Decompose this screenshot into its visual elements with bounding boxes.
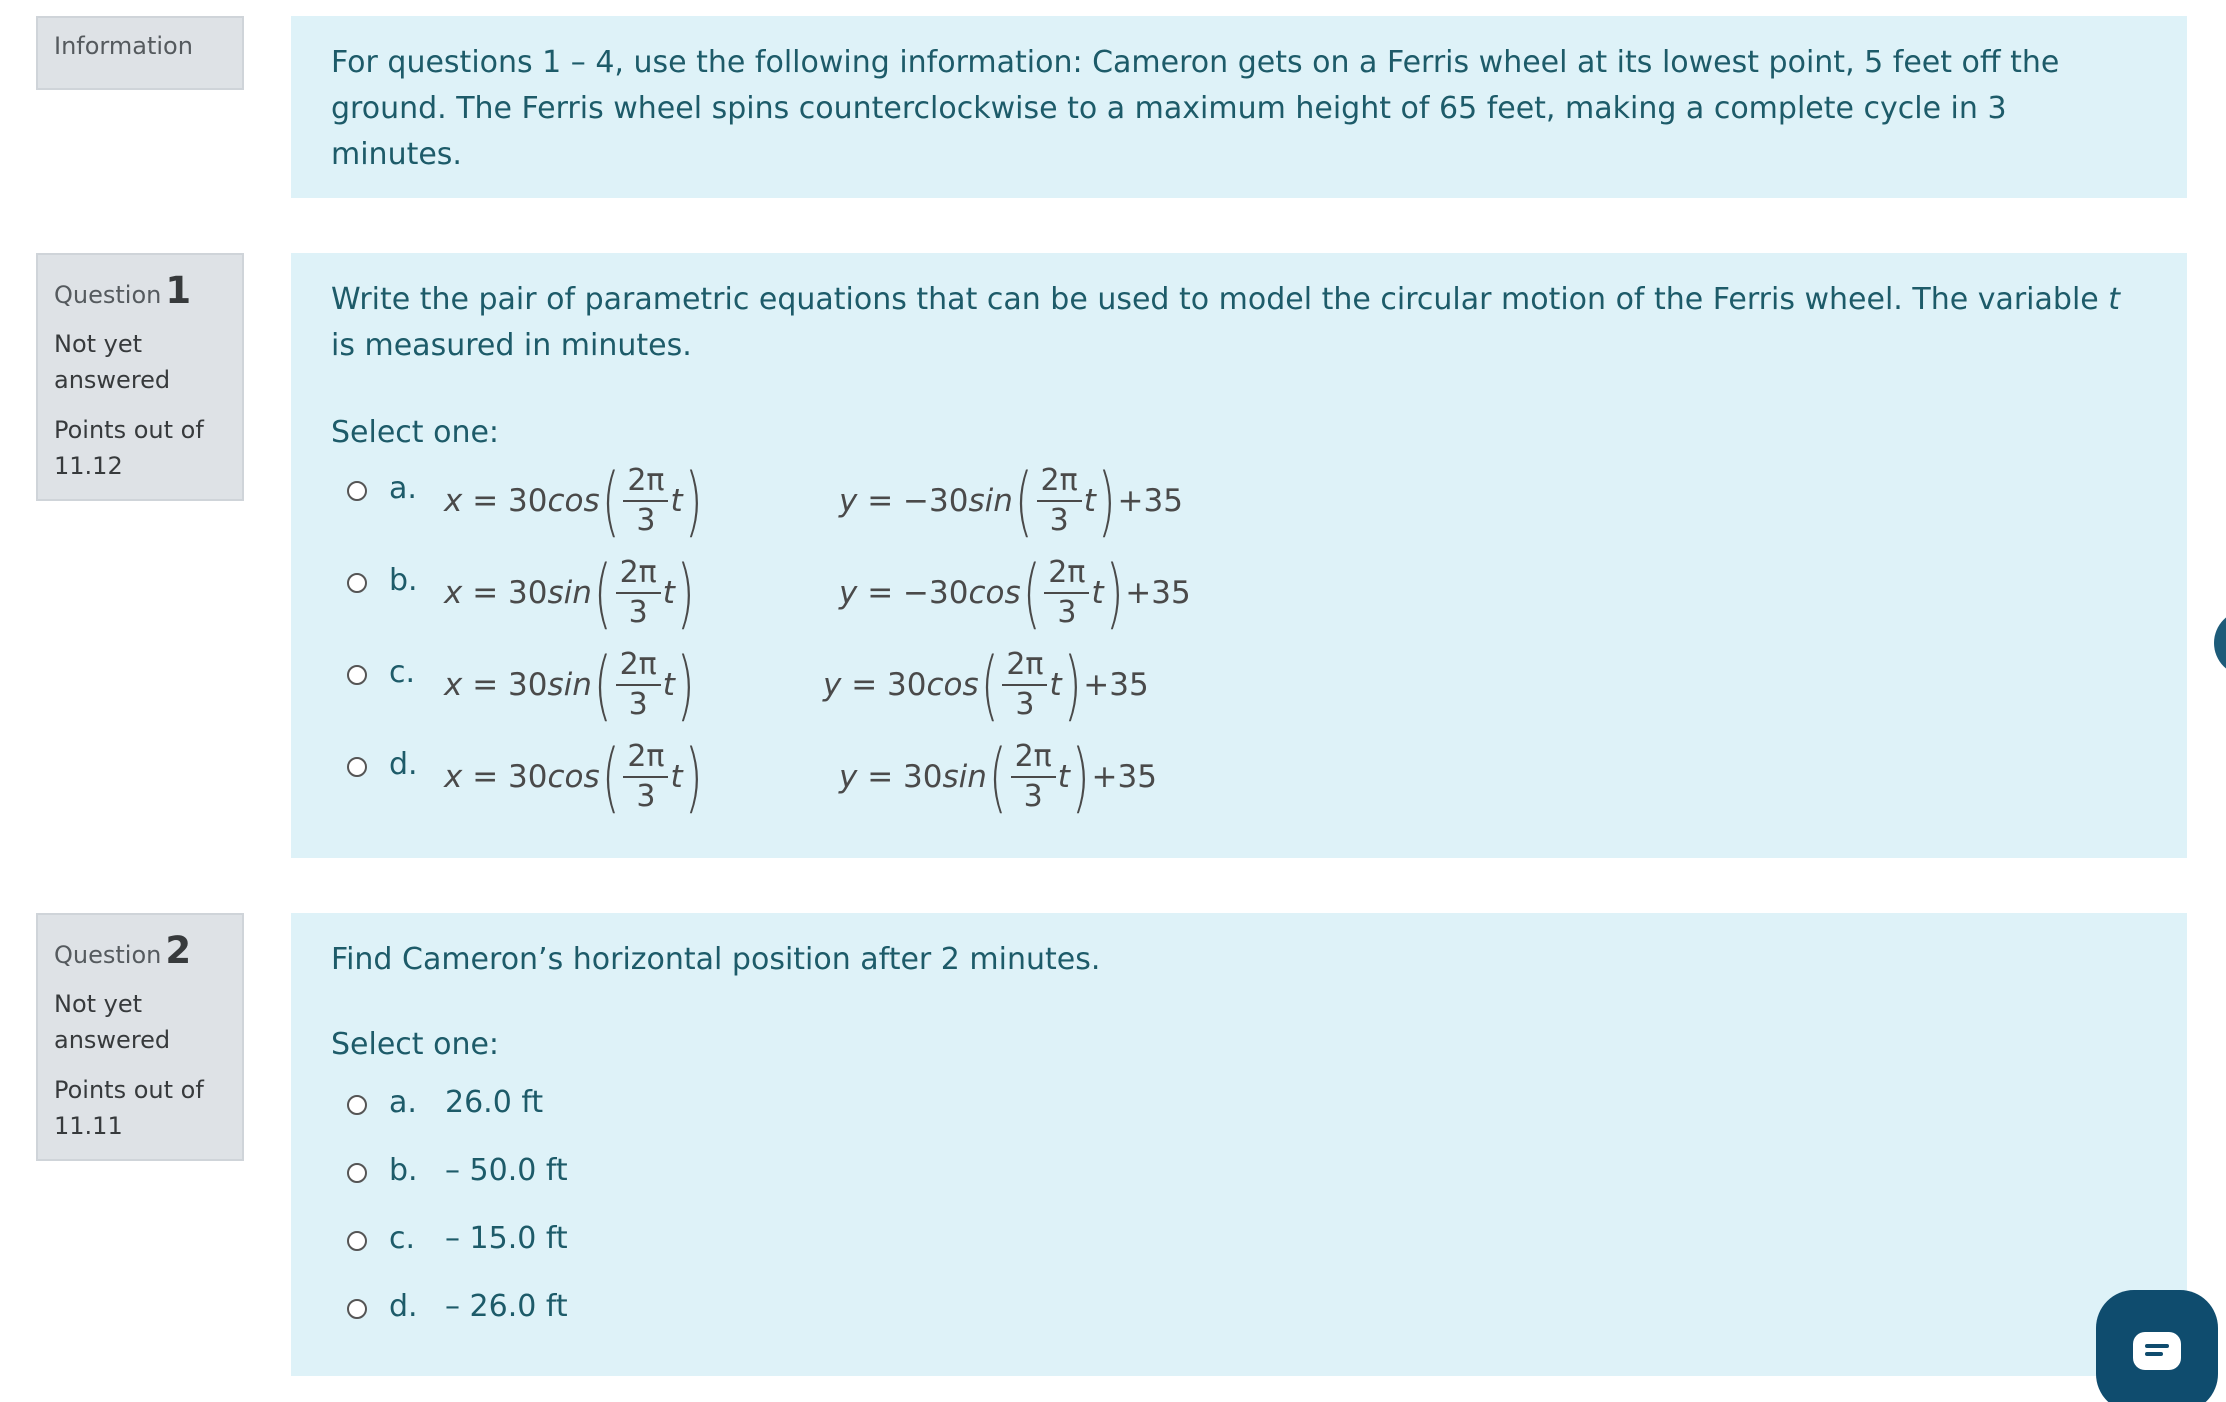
information-label-box <box>36 16 244 90</box>
grade-value: 11.11 <box>54 1112 123 1140</box>
question-1-content <box>291 253 2187 858</box>
question-state: Not yet answered <box>54 990 171 1054</box>
radio-button[interactable] <box>347 1231 367 1251</box>
option-text: – 26.0 ft <box>445 1289 568 1324</box>
option-b-y-equation: y = −30 cos ( $\frac{2\pi}{3}$ t ) +35 <box>839 548 1191 637</box>
question-1-info <box>36 253 244 501</box>
grade-label: Points out of <box>54 1076 204 1104</box>
option-d-y-equation: y = 30 sin ( $\frac{2\pi}{3}$ t ) +35 <box>839 732 1157 821</box>
option-letter: b. <box>389 1153 418 1188</box>
question-2-text: Find Cameron’s horizontal position after 2 minutes. <box>331 942 1101 977</box>
question-text-part: is measured in minutes. <box>331 328 692 363</box>
option-letter: c. <box>389 655 416 690</box>
option-letter: a. <box>389 1085 417 1120</box>
option-letter: d. <box>389 747 418 782</box>
radio-button[interactable] <box>347 1299 367 1319</box>
question-2-content <box>291 913 2187 1376</box>
drawer-toggle-tab[interactable] <box>2214 610 2226 676</box>
grade-label: Points out of <box>54 416 204 444</box>
question-text-part: Write the pair of parametric equations that can be used to model the circular motion of the Ferris wheel. The variable <box>331 282 2109 317</box>
select-one-prompt: Select one: <box>331 415 500 450</box>
option-d-x-equation: x = 30 cos ( $\frac{2\pi}{3}$ t ) <box>444 732 703 821</box>
option-b-x-equation: x = 30 sin ( $\frac{2\pi}{3}$ t ) <box>444 548 695 637</box>
information-label: Information <box>54 32 193 60</box>
question-grade <box>54 1072 226 1144</box>
radio-button[interactable] <box>347 1095 367 1115</box>
question-1-text <box>331 277 2147 369</box>
information-content <box>291 16 2187 198</box>
select-one-prompt: Select one: <box>331 1027 500 1062</box>
radio-button[interactable] <box>347 481 367 501</box>
option-c-y-equation: y = 30 cos ( $\frac{2\pi}{3}$ t ) +35 <box>823 640 1149 729</box>
radio-button[interactable] <box>347 573 367 593</box>
option-a-x-equation: x = 30 cos ( $\frac{2\pi}{3}$ t ) <box>444 456 703 545</box>
question-label: Question <box>54 281 162 309</box>
question-variable: t <box>2108 282 2121 317</box>
option-c-x-equation: x = 30 sin ( $\frac{2\pi}{3}$ t ) <box>444 640 695 729</box>
grade-value: 11.12 <box>54 452 123 480</box>
question-state: Not yet answered <box>54 330 171 394</box>
option-letter: c. <box>389 1221 416 1256</box>
question-label: Question <box>54 941 162 969</box>
radio-button[interactable] <box>347 1163 367 1183</box>
information-text: For questions 1 – 4, use the following information: Cameron gets on a Ferris wheel at its lowest point, 5 feet off the ground. The Ferris wheel spins counterclockwise to a maximum height of 65 feet, making a complete cycle in 3 minutes. <box>331 45 2060 172</box>
option-letter: b. <box>389 563 418 598</box>
radio-button[interactable] <box>347 757 367 777</box>
option-letter: d. <box>389 1289 418 1324</box>
option-text: – 15.0 ft <box>445 1221 568 1256</box>
radio-button[interactable] <box>347 665 367 685</box>
question-2-info <box>36 913 244 1161</box>
chat-button[interactable] <box>2096 1290 2218 1402</box>
option-letter: a. <box>389 471 417 506</box>
question-number: 2 <box>165 929 192 972</box>
question-grade <box>54 412 226 484</box>
option-text: – 50.0 ft <box>445 1153 568 1188</box>
question-number: 1 <box>165 269 192 312</box>
option-a-y-equation: y = −30 sin ( $\frac{2\pi}{3}$ t ) +35 <box>839 456 1183 545</box>
option-text: 26.0 ft <box>445 1085 544 1120</box>
chat-bubble-icon <box>2133 1332 2181 1370</box>
